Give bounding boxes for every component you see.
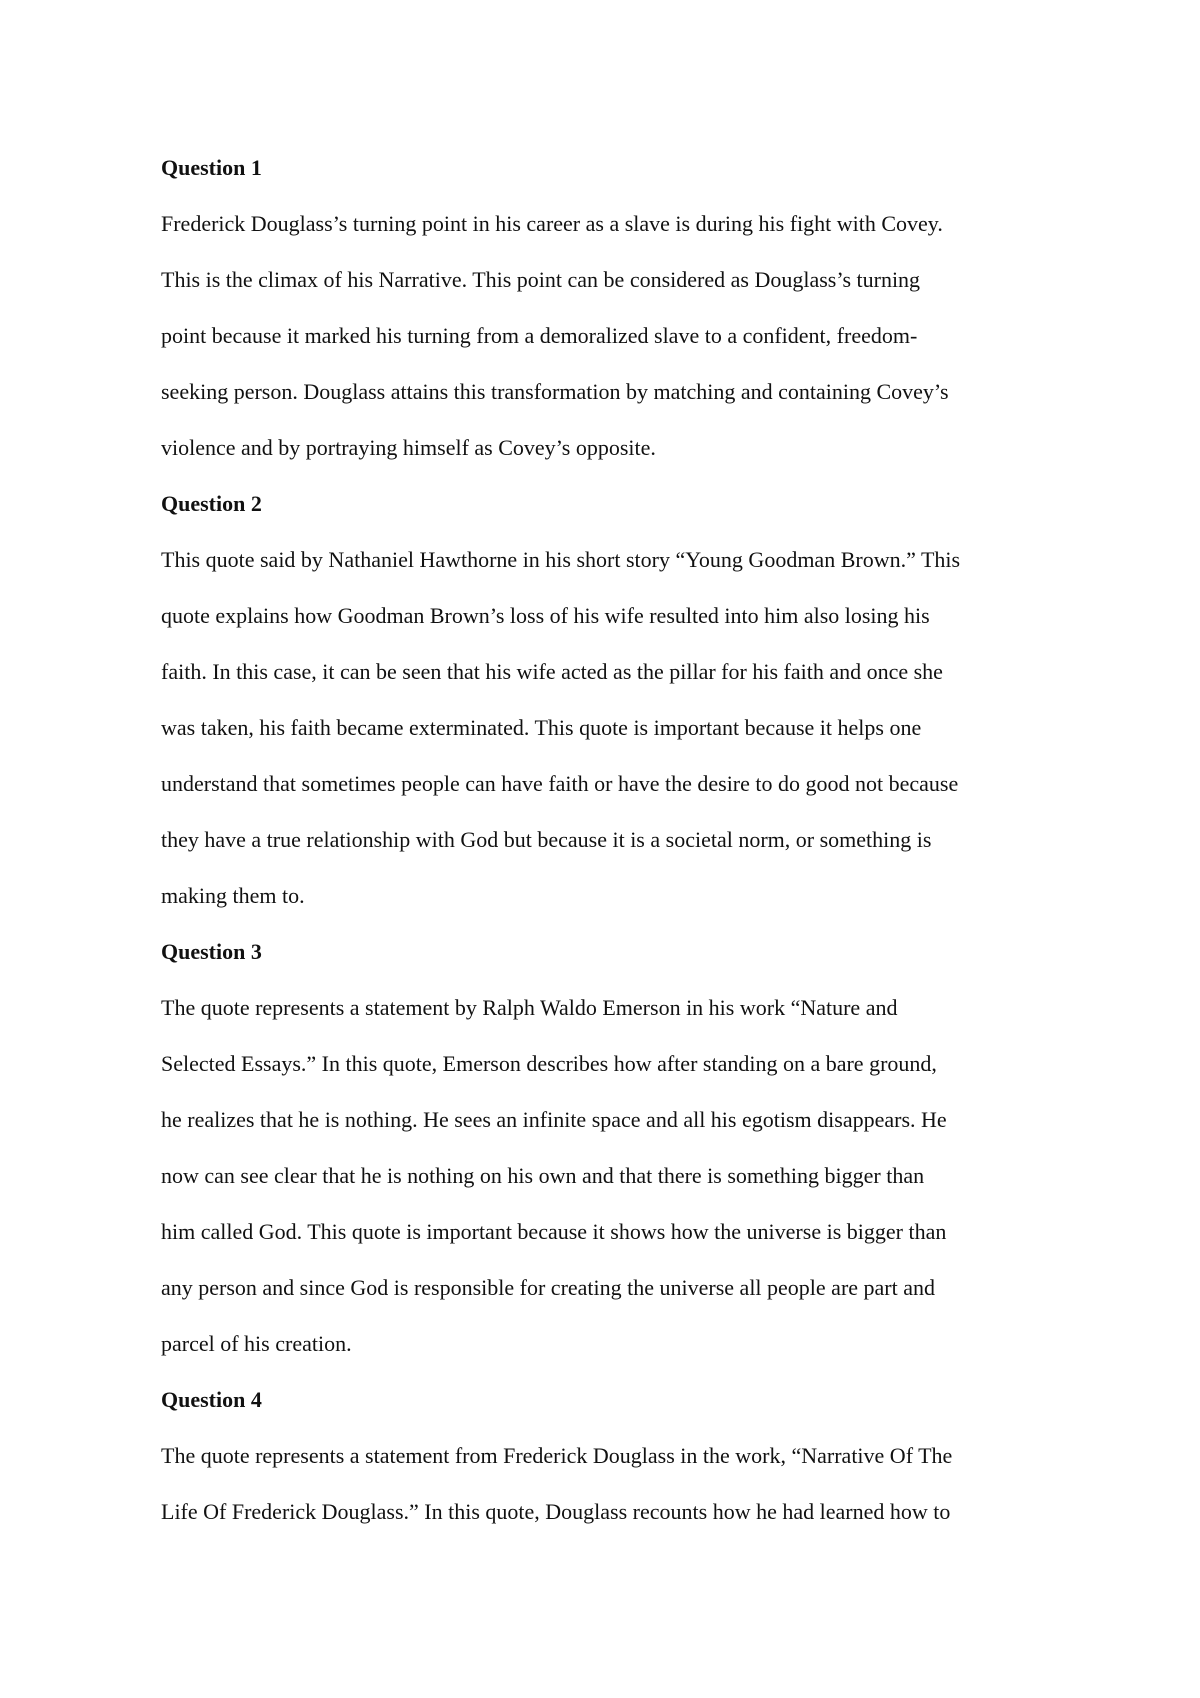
body-line: This is the climax of his Narrative. This point can be considered as Douglass’s turning: [161, 267, 921, 292]
document-body: [161, 140, 1041, 1540]
body-line: point because it marked his turning from a demoralized slave to a confident, freedom-: [161, 323, 918, 348]
body-line: was taken, his faith became exterminated. This quote is important because it helps one: [161, 715, 922, 740]
body-line: any person and since God is responsible for creating the universe all people are part and: [161, 1275, 936, 1300]
section-heading: Question 4: [161, 1387, 262, 1412]
body-line: The quote represents a statement by Ralph Waldo Emerson in his work “Nature and: [161, 995, 898, 1020]
body-line: violence and by portraying himself as Covey’s opposite.: [161, 435, 656, 460]
section-heading: Question 2: [161, 491, 262, 516]
section-heading: Question 1: [161, 155, 262, 180]
section-heading: Question 3: [161, 939, 262, 964]
body-line: This quote said by Nathaniel Hawthorne in his short story “Young Goodman Brown.” This: [161, 547, 961, 572]
body-line: understand that sometimes people can have faith or have the desire to do good not because: [161, 771, 959, 796]
body-line: The quote represents a statement from Frederick Douglass in the work, “Narrative Of The: [161, 1443, 953, 1468]
section-question-1: [161, 140, 1041, 476]
body-line: quote explains how Goodman Brown’s loss of his wife resulted into him also losing his: [161, 603, 930, 628]
body-line: now can see clear that he is nothing on his own and that there is something bigger than: [161, 1163, 925, 1188]
body-line: faith. In this case, it can be seen that his wife acted as the pillar for his faith and once she: [161, 659, 943, 684]
body-line: seeking person. Douglass attains this transformation by matching and containing Covey’s: [161, 379, 949, 404]
body-line: making them to.: [161, 883, 305, 908]
body-line: Frederick Douglass’s turning point in his career as a slave is during his fight with Covey.: [161, 211, 943, 236]
section-question-3: [161, 924, 1041, 1372]
body-line: him called God. This quote is important because it shows how the universe is bigger than: [161, 1219, 947, 1244]
body-line: Life Of Frederick Douglass.” In this quote, Douglass recounts how he had learned how to: [161, 1499, 951, 1524]
section-question-2: [161, 476, 1041, 924]
body-line: Selected Essays.” In this quote, Emerson describes how after standing on a bare ground,: [161, 1051, 937, 1076]
body-line: parcel of his creation.: [161, 1331, 352, 1356]
body-line: he realizes that he is nothing. He sees an infinite space and all his egotism disappears. He: [161, 1107, 947, 1132]
section-question-4: [161, 1372, 1041, 1540]
body-line: they have a true relationship with God but because it is a societal norm, or something is: [161, 827, 932, 852]
